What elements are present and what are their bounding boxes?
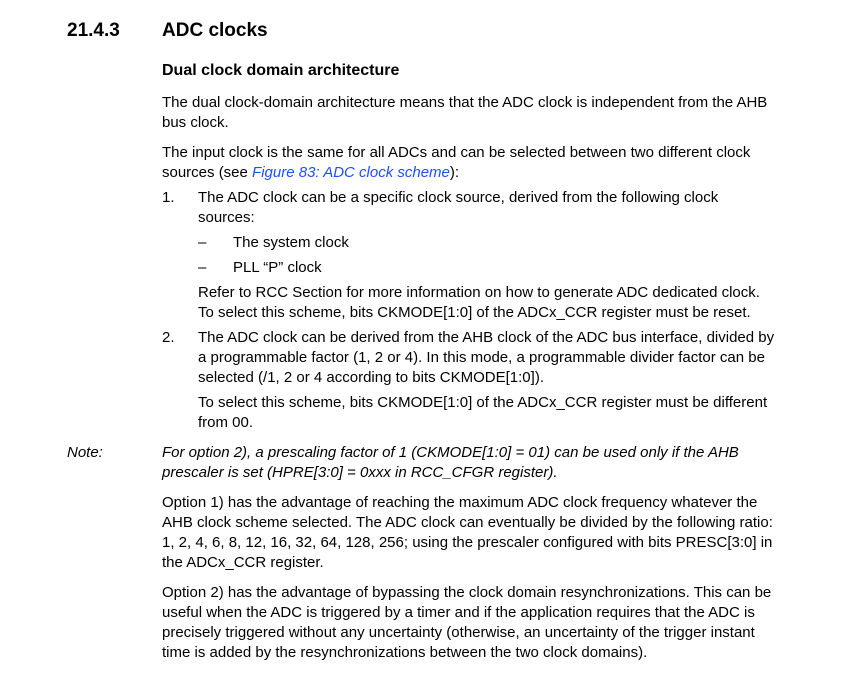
option-line: To select this scheme, bits CKMODE[1:0] of the ADCx_CCR register must be reset. bbox=[198, 304, 751, 321]
option-2-follow bbox=[198, 393, 767, 433]
paragraph-line: useful when the ADC is triggered by a timer and if the application requires that the ADC is bbox=[162, 604, 755, 621]
paragraph-line: Option 1) has the advantage of reaching the maximum ADC clock frequency whatever the bbox=[162, 494, 758, 511]
paragraph-line: the ADCx_CCR register. bbox=[162, 554, 324, 571]
option-line: selected (/1, 2 or 4 according to bits CKMODE[1:0]). bbox=[198, 369, 544, 386]
section-title: ADC clocks bbox=[162, 20, 268, 41]
paragraph-line: 1, 2, 4, 6, 8, 12, 16, 32, 64, 128, 256; using the prescaler configured with bits PRESC[3:0] in bbox=[162, 534, 773, 551]
bullet-dash: – bbox=[198, 259, 207, 276]
paragraph-line: time is added by the resynchronizations between the two clock domains). bbox=[162, 644, 648, 661]
input-clock-line-2 bbox=[162, 163, 750, 183]
option-line: a programmable factor (1, 2 or 4). In this mode, a programmable divider factor can be bbox=[198, 349, 765, 366]
option-line: Refer to RCC Section for more information on how to generate ADC dedicated clock. bbox=[198, 284, 760, 301]
note-line: For option 2), a prescaling factor of 1 (CKMODE[1:0] = 01) can be used only if the AHB bbox=[162, 444, 739, 461]
figure-83-link[interactable]: Figure 83: ADC clock scheme bbox=[252, 164, 450, 181]
input-clock-paragraph bbox=[162, 143, 750, 183]
note-line: prescaler is set (HPRE[3:0] = 0xxx in RCC_CFGR register). bbox=[162, 464, 558, 481]
subheading: Dual clock domain architecture bbox=[162, 62, 400, 79]
note-label: Note: bbox=[67, 444, 103, 461]
intro-paragraph bbox=[162, 93, 767, 133]
option-1-follow bbox=[198, 283, 760, 323]
option-line: The ADC clock can be a specific clock source, derived from the following clock bbox=[198, 189, 719, 206]
bullet-pll-p-clock: PLL “P” clock bbox=[233, 259, 322, 276]
option-line: sources: bbox=[198, 209, 255, 226]
intro-line: bus clock. bbox=[162, 114, 229, 131]
option-1-number: 1. bbox=[162, 189, 175, 206]
option-2-text bbox=[198, 328, 774, 388]
paragraph-line: AHB clock scheme selected. The ADC clock can eventually be divided by the following ratio: bbox=[162, 514, 773, 531]
option-line: from 00. bbox=[198, 414, 254, 431]
paragraph-line: precisely triggered without any uncertainty (otherwise, an uncertainty of the trigger instant bbox=[162, 624, 755, 641]
input-clock-line: The input clock is the same for all ADCs and can be selected between two different clock bbox=[162, 144, 751, 161]
input-clock-suffix: ): bbox=[449, 164, 460, 181]
input-clock-prefix: sources (see bbox=[162, 164, 253, 181]
option-line: To select this scheme, bits CKMODE[1:0] of the ADCx_CCR register must be different bbox=[198, 394, 768, 411]
bullet-system-clock: The system clock bbox=[233, 234, 349, 251]
option-2-number: 2. bbox=[162, 329, 175, 346]
note-text bbox=[162, 443, 739, 483]
option-line: The ADC clock can be derived from the AHB clock of the ADC bus interface, divided by bbox=[198, 329, 775, 346]
option-2-advantage-paragraph bbox=[162, 583, 771, 663]
option-1-advantage-paragraph bbox=[162, 493, 773, 573]
bullet-dash: – bbox=[198, 234, 207, 251]
section-number: 21.4.3 bbox=[67, 20, 120, 41]
intro-line: The dual clock-domain architecture means that the ADC clock is independent from the AHB bbox=[162, 94, 768, 111]
option-1-text bbox=[198, 188, 718, 228]
paragraph-line: Option 2) has the advantage of bypassing the clock domain resynchronizations. This can be bbox=[162, 584, 772, 601]
